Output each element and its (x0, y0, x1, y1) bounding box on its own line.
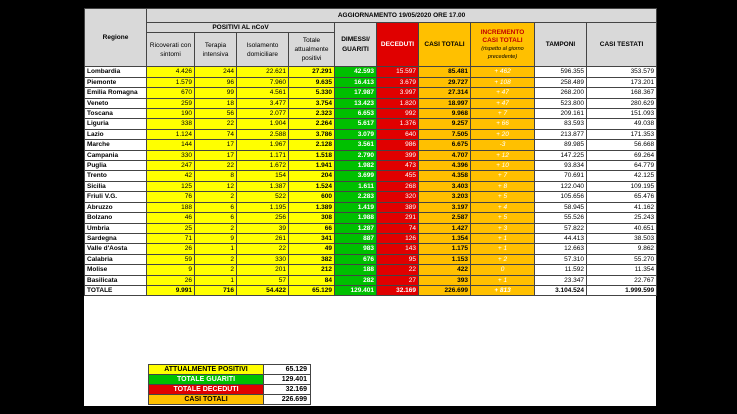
cell-terapia: 716 (195, 285, 237, 295)
cell-casi-totali: 7.505 (419, 129, 471, 139)
cell-totale-positivi: 66 (289, 223, 335, 233)
cell-dimessi: 282 (335, 275, 377, 285)
cell-regione: Friuli V.G. (85, 192, 147, 202)
cell-ricoverati: 76 (147, 192, 195, 202)
cell-ricoverati: 188 (147, 202, 195, 212)
cell-deceduti: 126 (377, 233, 419, 243)
cell-ricoverati: 670 (147, 88, 195, 98)
cell-casi-testati: 151.093 (587, 109, 657, 119)
cell-regione: Veneto (85, 98, 147, 108)
cell-incremento: -3 (471, 140, 535, 150)
cell-casi-testati: 173.201 (587, 77, 657, 87)
cell-tamponi: 258.489 (535, 77, 587, 87)
cell-tamponi: 3.104.524 (535, 285, 587, 295)
cell-casi-testati: 49.038 (587, 119, 657, 129)
cell-casi-totali: 85.481 (419, 67, 471, 77)
cell-tamponi: 596.355 (535, 67, 587, 77)
cell-isolamento: 7.960 (237, 77, 289, 87)
cell-terapia: 9 (195, 233, 237, 243)
cell-isolamento: 3.477 (237, 98, 289, 108)
cell-regione: Marche (85, 140, 147, 150)
header-incremento-label: INCREMENTO CASI TOTALI (480, 28, 525, 44)
cell-isolamento: 256 (237, 213, 289, 223)
cell-casi-totali: 1.427 (419, 223, 471, 233)
summary-row-positivi (149, 365, 311, 375)
cell-dimessi: 3.079 (335, 129, 377, 139)
cell-ricoverati: 9.991 (147, 285, 195, 295)
cell-ricoverati: 42 (147, 171, 195, 181)
cell-isolamento: 1.967 (237, 140, 289, 150)
cell-deceduti: 143 (377, 244, 419, 254)
cell-terapia: 17 (195, 150, 237, 160)
cell-regione: Bolzano (85, 213, 147, 223)
header-positivi-group: POSITIVI AL nCoV (147, 23, 335, 33)
cell-deceduti: 1.820 (377, 98, 419, 108)
cell-totale-positivi: 600 (289, 192, 335, 202)
cell-terapia: 17 (195, 140, 237, 150)
cell-deceduti: 95 (377, 254, 419, 264)
cell-deceduti: 1.376 (377, 119, 419, 129)
table-row (85, 129, 657, 139)
cell-tamponi: 57.822 (535, 223, 587, 233)
cell-casi-testati: 40.651 (587, 223, 657, 233)
cell-casi-totali: 4.707 (419, 150, 471, 160)
cell-ricoverati: 9 (147, 265, 195, 275)
cell-isolamento: 57 (237, 275, 289, 285)
cell-isolamento: 1.195 (237, 202, 289, 212)
cell-dimessi: 2.283 (335, 192, 377, 202)
cell-dimessi: 13.423 (335, 98, 377, 108)
cell-casi-testati: 22.767 (587, 275, 657, 285)
cell-tamponi: 58.945 (535, 202, 587, 212)
cell-tamponi: 147.225 (535, 150, 587, 160)
cell-ricoverati: 1.124 (147, 129, 195, 139)
cell-deceduti: 389 (377, 202, 419, 212)
table-row (85, 223, 657, 233)
cell-totale-positivi: 5.330 (289, 88, 335, 98)
cell-casi-testati: 353.579 (587, 67, 657, 77)
cell-terapia: 244 (195, 67, 237, 77)
table-row (85, 119, 657, 129)
cell-casi-testati: 56.668 (587, 140, 657, 150)
cell-casi-totali: 18.997 (419, 98, 471, 108)
cell-casi-testati: 38.503 (587, 233, 657, 243)
cell-casi-totali: 29.727 (419, 77, 471, 87)
cell-ricoverati: 26 (147, 244, 195, 254)
cell-totale-positivi: 1.524 (289, 181, 335, 191)
header-deceduti: DECEDUTI (377, 23, 419, 67)
cell-totale-positivi: 1.389 (289, 202, 335, 212)
cell-casi-testati: 168.367 (587, 88, 657, 98)
cell-isolamento: 2.077 (237, 109, 289, 119)
cell-tamponi: 122.040 (535, 181, 587, 191)
cell-terapia: 99 (195, 88, 237, 98)
cell-incremento: + 4 (471, 202, 535, 212)
header-terapia: Terapia intensiva (195, 33, 237, 67)
header-incremento-note: (rispetto al giorno precedente) (481, 45, 524, 60)
cell-casi-testati: 280.629 (587, 98, 657, 108)
table-row (85, 171, 657, 181)
cell-isolamento: 2.588 (237, 129, 289, 139)
cell-terapia: 22 (195, 119, 237, 129)
cell-casi-totali: 27.314 (419, 88, 471, 98)
cell-totale-positivi: 84 (289, 275, 335, 285)
table-row (85, 109, 657, 119)
table-row (85, 181, 657, 191)
cell-ricoverati: 125 (147, 181, 195, 191)
cell-deceduti: 27 (377, 275, 419, 285)
cell-casi-totali: 6.675 (419, 140, 471, 150)
cell-deceduti: 320 (377, 192, 419, 202)
cell-deceduti: 3.679 (377, 77, 419, 87)
cell-deceduti: 399 (377, 150, 419, 160)
cell-incremento: + 462 (471, 67, 535, 77)
cell-totale-positivi: 65.129 (289, 285, 335, 295)
table-row (85, 244, 657, 254)
cell-ricoverati: 144 (147, 140, 195, 150)
cell-casi-testati: 65.476 (587, 192, 657, 202)
cell-totale-positivi: 3.786 (289, 129, 335, 139)
cell-terapia: 8 (195, 171, 237, 181)
cell-casi-totali: 1.175 (419, 244, 471, 254)
table-row (85, 140, 657, 150)
cell-dimessi: 1.988 (335, 213, 377, 223)
cell-dimessi: 676 (335, 254, 377, 264)
cell-incremento: 0 (471, 265, 535, 275)
table-row (85, 98, 657, 108)
cell-dimessi: 16.413 (335, 77, 377, 87)
header-regione: Regione (85, 9, 147, 67)
cell-regione: Trento (85, 171, 147, 181)
cell-incremento: + 2 (471, 254, 535, 264)
summary-row-guariti (149, 375, 311, 385)
cell-totale-positivi: 3.754 (289, 98, 335, 108)
cell-ricoverati: 4.426 (147, 67, 195, 77)
cell-totale-positivi: 1.518 (289, 150, 335, 160)
summary-value: 129.401 (264, 375, 311, 385)
cell-ricoverati: 1.579 (147, 77, 195, 87)
cell-ricoverati: 59 (147, 254, 195, 264)
cell-tamponi: 12.663 (535, 244, 587, 254)
cell-casi-testati: 64.779 (587, 161, 657, 171)
cell-terapia: 1 (195, 275, 237, 285)
cell-isolamento: 22.621 (237, 67, 289, 77)
cell-casi-testati: 41.162 (587, 202, 657, 212)
cell-tamponi: 93.834 (535, 161, 587, 171)
table-row (85, 265, 657, 275)
cell-terapia: 18 (195, 98, 237, 108)
cell-isolamento: 1.171 (237, 150, 289, 160)
cell-isolamento: 154 (237, 171, 289, 181)
cell-dimessi: 887 (335, 233, 377, 243)
cell-tamponi: 523.800 (535, 98, 587, 108)
cell-tamponi: 55.526 (535, 213, 587, 223)
cell-regione: Sardegna (85, 233, 147, 243)
cell-totale-positivi: 9.635 (289, 77, 335, 87)
cell-regione: Lazio (85, 129, 147, 139)
cell-casi-testati: 42.125 (587, 171, 657, 181)
header-totale-positivi: Totale attualmente positivi (289, 33, 335, 67)
cell-casi-testati: 1.999.599 (587, 285, 657, 295)
cell-dimessi: 17.987 (335, 88, 377, 98)
cell-casi-testati: 69.264 (587, 150, 657, 160)
table-row (85, 150, 657, 160)
bulletin-sheet (84, 8, 656, 406)
cell-ricoverati: 25 (147, 223, 195, 233)
cell-incremento: + 1 (471, 275, 535, 285)
table-row (85, 161, 657, 171)
cell-dimessi: 3.561 (335, 140, 377, 150)
cell-deceduti: 473 (377, 161, 419, 171)
cell-isolamento: 261 (237, 233, 289, 243)
cell-dimessi: 1.287 (335, 223, 377, 233)
cell-deceduti: 74 (377, 223, 419, 233)
cell-tamponi: 268.200 (535, 88, 587, 98)
cell-isolamento: 39 (237, 223, 289, 233)
cell-terapia: 96 (195, 77, 237, 87)
header-isolamento: Isolamento domiciliare (237, 33, 289, 67)
cell-tamponi: 213.877 (535, 129, 587, 139)
header-ricoverati: Ricoverati con sintomi (147, 33, 195, 67)
cell-terapia: 2 (195, 192, 237, 202)
cell-incremento: + 5 (471, 213, 535, 223)
cell-terapia: 2 (195, 265, 237, 275)
cell-casi-testati: 11.354 (587, 265, 657, 275)
cell-incremento: + 5 (471, 192, 535, 202)
cell-regione: Puglia (85, 161, 147, 171)
cell-isolamento: 330 (237, 254, 289, 264)
cell-terapia: 1 (195, 244, 237, 254)
cell-regione: Basilicata (85, 275, 147, 285)
cell-regione: Lombardia (85, 67, 147, 77)
cell-regione: Piemonte (85, 77, 147, 87)
cell-casi-testati: 171.353 (587, 129, 657, 139)
table-body (85, 67, 657, 296)
cell-dimessi: 1.982 (335, 161, 377, 171)
cell-regione: Valle d'Aosta (85, 244, 147, 254)
cell-deceduti: 15.597 (377, 67, 419, 77)
cell-regione: Molise (85, 265, 147, 275)
cell-isolamento: 522 (237, 192, 289, 202)
cell-incremento: + 3 (471, 223, 535, 233)
cell-terapia: 22 (195, 161, 237, 171)
cell-totale-positivi: 341 (289, 233, 335, 243)
summary-row-casi (149, 395, 311, 405)
table-row (85, 254, 657, 264)
table-row (85, 192, 657, 202)
cell-casi-totali: 4.358 (419, 171, 471, 181)
cell-totale-positivi: 49 (289, 244, 335, 254)
cell-ricoverati: 26 (147, 275, 195, 285)
summary-row-deceduti (149, 385, 311, 395)
cell-incremento: + 7 (471, 171, 535, 181)
cell-ricoverati: 190 (147, 109, 195, 119)
header-tamponi: TAMPONI (535, 23, 587, 67)
cell-incremento: + 1 (471, 233, 535, 243)
cell-terapia: 2 (195, 254, 237, 264)
cell-tamponi: 89.985 (535, 140, 587, 150)
cell-incremento: + 10 (471, 161, 535, 171)
table-row (85, 88, 657, 98)
cell-deceduti: 32.169 (377, 285, 419, 295)
cell-casi-totali: 3.403 (419, 181, 471, 191)
cell-totale-positivi: 308 (289, 213, 335, 223)
cell-ricoverati: 71 (147, 233, 195, 243)
cell-tamponi: 70.691 (535, 171, 587, 181)
cell-casi-totali: 2.587 (419, 213, 471, 223)
cell-incremento: + 20 (471, 129, 535, 139)
summary-label: TOTALE DECEDUTI (149, 385, 264, 395)
header-dimessi: DIMESSI/ GUARITI (335, 23, 377, 67)
cell-incremento: + 1 (471, 244, 535, 254)
cell-incremento: + 66 (471, 119, 535, 129)
cell-ricoverati: 338 (147, 119, 195, 129)
cell-regione: Umbria (85, 223, 147, 233)
cell-dimessi: 42.593 (335, 67, 377, 77)
cell-totale-positivi: 2.264 (289, 119, 335, 129)
cell-incremento: + 47 (471, 98, 535, 108)
summary-label: ATTUALMENTE POSITIVI (149, 365, 264, 375)
cell-regione: Calabria (85, 254, 147, 264)
cell-terapia: 56 (195, 109, 237, 119)
cell-casi-totali: 1.153 (419, 254, 471, 264)
cell-tamponi: 11.592 (535, 265, 587, 275)
cell-casi-totali: 4.396 (419, 161, 471, 171)
cell-isolamento: 1.904 (237, 119, 289, 129)
cell-terapia: 74 (195, 129, 237, 139)
cell-tamponi: 57.310 (535, 254, 587, 264)
summary-table (148, 364, 311, 405)
covid-table (84, 8, 657, 296)
cell-isolamento: 1.672 (237, 161, 289, 171)
summary-label: CASI TOTALI (149, 395, 264, 405)
table-row-totale (85, 285, 657, 295)
cell-deceduti: 3.997 (377, 88, 419, 98)
summary-label: TOTALE GUARITI (149, 375, 264, 385)
header-casi-testati: CASI TESTATI (587, 23, 657, 67)
page-title: AGGIORNAMENTO 19/05/2020 ORE 17.00 (147, 9, 657, 23)
cell-dimessi: 2.790 (335, 150, 377, 160)
cell-totale-positivi: 1.941 (289, 161, 335, 171)
cell-incremento: + 813 (471, 285, 535, 295)
cell-totale-positivi: 212 (289, 265, 335, 275)
header-incremento (471, 23, 535, 67)
cell-totale-positivi: 204 (289, 171, 335, 181)
cell-casi-testati: 109.195 (587, 181, 657, 191)
cell-dimessi: 983 (335, 244, 377, 254)
cell-totale-positivi: 2.323 (289, 109, 335, 119)
cell-casi-totali: 226.699 (419, 285, 471, 295)
cell-deceduti: 992 (377, 109, 419, 119)
cell-dimessi: 3.699 (335, 171, 377, 181)
cell-casi-testati: 25.243 (587, 213, 657, 223)
cell-casi-totali: 1.354 (419, 233, 471, 243)
summary-value: 226.699 (264, 395, 311, 405)
cell-deceduti: 291 (377, 213, 419, 223)
cell-casi-totali: 393 (419, 275, 471, 285)
cell-ricoverati: 46 (147, 213, 195, 223)
cell-isolamento: 1.387 (237, 181, 289, 191)
cell-totale-positivi: 382 (289, 254, 335, 264)
cell-deceduti: 640 (377, 129, 419, 139)
cell-regione: Campania (85, 150, 147, 160)
header-casi-totali: CASI TOTALI (419, 23, 471, 67)
summary-value: 65.129 (264, 365, 311, 375)
cell-terapia: 12 (195, 181, 237, 191)
cell-dimessi: 1.419 (335, 202, 377, 212)
cell-deceduti: 455 (377, 171, 419, 181)
cell-totale-positivi: 27.291 (289, 67, 335, 77)
cell-tamponi: 23.347 (535, 275, 587, 285)
cell-dimessi: 188 (335, 265, 377, 275)
cell-casi-totali: 422 (419, 265, 471, 275)
cell-tamponi: 83.593 (535, 119, 587, 129)
table-row (85, 275, 657, 285)
table-row (85, 67, 657, 77)
cell-dimessi: 5.617 (335, 119, 377, 129)
cell-casi-totali: 9.968 (419, 109, 471, 119)
cell-tamponi: 105.656 (535, 192, 587, 202)
cell-isolamento: 22 (237, 244, 289, 254)
cell-regione: TOTALE (85, 285, 147, 295)
cell-regione: Emilia Romagna (85, 88, 147, 98)
cell-incremento: + 8 (471, 181, 535, 191)
cell-regione: Liguria (85, 119, 147, 129)
cell-regione: Toscana (85, 109, 147, 119)
cell-ricoverati: 330 (147, 150, 195, 160)
table-row (85, 202, 657, 212)
cell-dimessi: 129.401 (335, 285, 377, 295)
cell-incremento: + 12 (471, 150, 535, 160)
summary-value: 32.169 (264, 385, 311, 395)
table-row (85, 233, 657, 243)
cell-casi-totali: 3.197 (419, 202, 471, 212)
cell-tamponi: 209.161 (535, 109, 587, 119)
cell-deceduti: 986 (377, 140, 419, 150)
cell-incremento: + 7 (471, 109, 535, 119)
cell-casi-testati: 55.270 (587, 254, 657, 264)
cell-totale-positivi: 2.128 (289, 140, 335, 150)
cell-incremento: + 47 (471, 88, 535, 98)
cell-deceduti: 22 (377, 265, 419, 275)
table-row (85, 77, 657, 87)
cell-terapia: 2 (195, 223, 237, 233)
cell-tamponi: 44.413 (535, 233, 587, 243)
cell-isolamento: 4.561 (237, 88, 289, 98)
cell-terapia: 6 (195, 213, 237, 223)
cell-deceduti: 268 (377, 181, 419, 191)
cell-dimessi: 6.653 (335, 109, 377, 119)
cell-ricoverati: 247 (147, 161, 195, 171)
cell-incremento: + 108 (471, 77, 535, 87)
cell-regione: Abruzzo (85, 202, 147, 212)
cell-dimessi: 1.611 (335, 181, 377, 191)
cell-regione: Sicilia (85, 181, 147, 191)
cell-terapia: 6 (195, 202, 237, 212)
cell-isolamento: 201 (237, 265, 289, 275)
cell-isolamento: 54.422 (237, 285, 289, 295)
cell-casi-testati: 9.862 (587, 244, 657, 254)
cell-casi-totali: 9.257 (419, 119, 471, 129)
cell-casi-totali: 3.203 (419, 192, 471, 202)
cell-ricoverati: 259 (147, 98, 195, 108)
table-row (85, 213, 657, 223)
